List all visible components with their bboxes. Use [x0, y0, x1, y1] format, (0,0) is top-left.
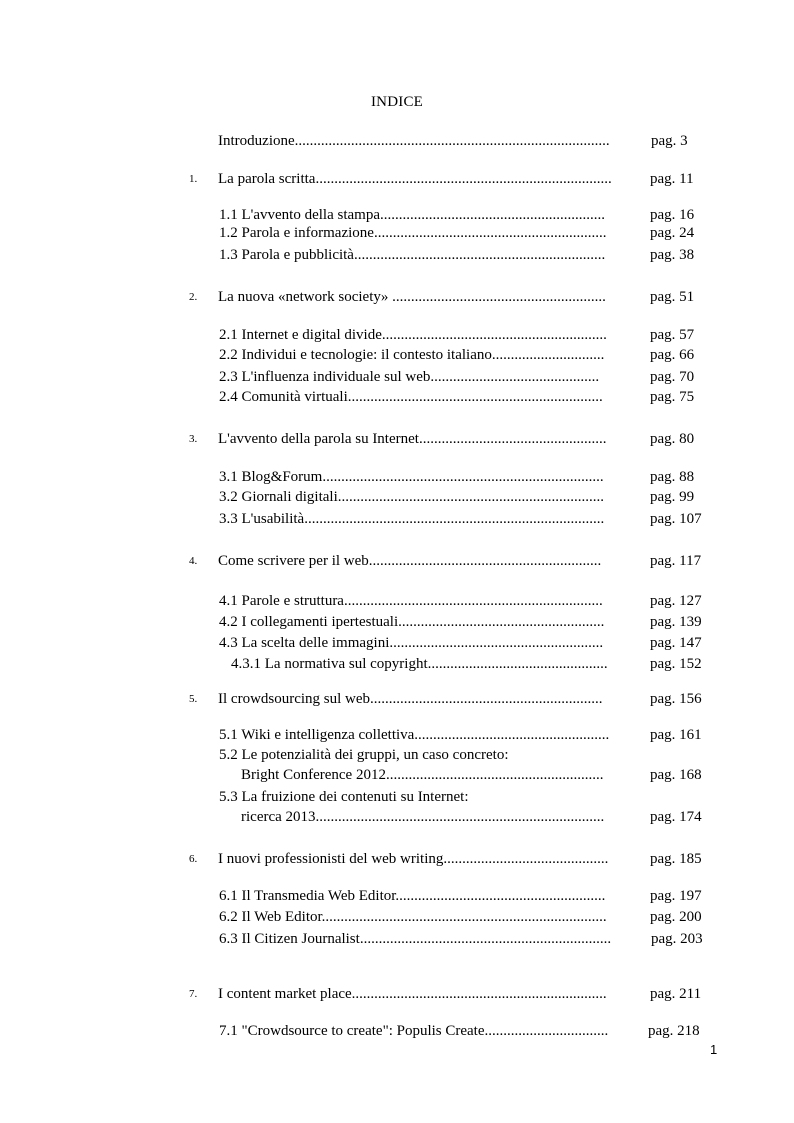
chapter-number: 5.	[189, 693, 198, 705]
toc-entry-page: pag. 88	[650, 469, 695, 485]
toc-entry	[0, 612, 794, 632]
toc-entry-title: L'avvento della parola su Internet..................................................	[218, 431, 607, 447]
toc-entry-page: pag. 117	[650, 553, 702, 569]
toc-entry-title: 5.1 Wiki e intelligenza collettiva....................................................	[219, 727, 610, 743]
chapter-number: 6.	[189, 853, 198, 865]
chapter-number: 1.	[189, 173, 198, 185]
toc-entry-page: pag. 197	[650, 888, 702, 904]
toc-entry	[0, 725, 794, 745]
chapter-number: 2.	[189, 291, 198, 303]
toc-entry-page: pag. 161	[650, 727, 702, 743]
page-number: 1	[710, 1042, 718, 1057]
toc-entry-page: pag. 57	[650, 327, 695, 343]
toc-entry-title: 2.1 Internet e digital divide............................................................	[219, 327, 607, 343]
toc-entry	[0, 487, 794, 507]
toc-entry	[0, 591, 794, 611]
toc-entry-page: pag. 127	[650, 593, 702, 609]
chapter-number: 7.	[189, 988, 198, 1000]
toc-entry-page: pag. 156	[650, 691, 702, 707]
toc-entry	[0, 551, 794, 571]
toc-entry	[0, 169, 794, 189]
toc-entry-title: 5.3 La fruizione dei contenuti su Internet:	[219, 789, 469, 805]
toc-entry-page: pag. 152	[650, 656, 702, 672]
toc-entry-page: pag. 75	[650, 389, 695, 405]
toc-entry-title: ricerca 2013.............................................................................	[241, 809, 605, 825]
toc-entry-page: pag. 203	[651, 931, 703, 947]
toc-entry	[0, 929, 794, 949]
toc-entry-title: 2.2 Individui e tecnologie: il contesto italiano..............................	[219, 347, 605, 363]
toc-entry	[0, 633, 794, 653]
toc-entry-page: pag. 185	[650, 851, 702, 867]
toc-entry-page: pag. 70	[650, 369, 695, 385]
toc-entry-title: La nuova «network society» .........................................................	[218, 289, 606, 305]
toc-entry	[0, 345, 794, 365]
toc-entry-page: pag. 218	[648, 1023, 700, 1039]
toc-entry-title: 1.3 Parola e pubblicità...................................................................	[219, 247, 606, 263]
toc-entry-title: I content market place....................................................................	[218, 986, 607, 1002]
toc-entry-title: Il crowdsourcing sul web..............................................................	[218, 691, 603, 707]
toc-entry	[0, 325, 794, 345]
toc-entry-page: pag. 211	[650, 986, 702, 1002]
toc-entry-page: pag. 11	[650, 171, 694, 187]
toc-entry	[0, 131, 794, 151]
toc-entry-page: pag. 38	[650, 247, 695, 263]
toc-entry-title: 6.3 Il Citizen Journalist...................................................................	[219, 931, 612, 947]
toc-entry	[0, 886, 794, 906]
toc-entry-title: 6.1 Il Transmedia Web Editor........................................................	[219, 888, 606, 904]
toc-entry-title: 3.2 Giornali digitali.......................................................................	[219, 489, 604, 505]
toc-entry	[0, 287, 794, 307]
toc-entry-page: pag. 168	[650, 767, 702, 783]
toc-entry-title: 4.3 La scelta delle immagini.........................................................	[219, 635, 604, 651]
toc-entry	[0, 1021, 794, 1041]
toc-entry-page: pag. 80	[650, 431, 695, 447]
toc-entry-page: pag. 66	[650, 347, 695, 363]
toc-entry	[0, 387, 794, 407]
toc-entry-page: pag. 174	[650, 809, 702, 825]
toc-entry	[0, 849, 794, 869]
chapter-number: 4.	[189, 555, 198, 567]
toc-entry	[0, 689, 794, 709]
page-title: INDICE	[370, 94, 424, 110]
toc-entry-title: 3.1 Blog&Forum...........................................................................	[219, 469, 604, 485]
toc-entry	[0, 807, 794, 827]
toc-entry-page: pag. 147	[650, 635, 702, 651]
toc-entry	[0, 984, 794, 1004]
toc-entry-title: 7.1 "Crowdsource to create": Populis Create.................................	[219, 1023, 609, 1039]
toc-entry-title: Bright Conference 2012..........................................................	[241, 767, 604, 783]
toc-entry-page: pag. 16	[650, 207, 695, 223]
toc-entry-page: pag. 51	[650, 289, 695, 305]
toc-entry-page: pag. 107	[650, 511, 702, 527]
toc-entry-title: 4.3.1 La normativa sul copyright................................................	[231, 656, 608, 672]
toc-entry-page: pag. 24	[650, 225, 695, 241]
toc-entry	[0, 205, 794, 225]
toc-entry	[0, 509, 794, 529]
toc-entry-page: pag. 99	[650, 489, 695, 505]
toc-entry-title: 2.3 L'influenza individuale sul web.............................................	[219, 369, 600, 385]
toc-entry	[0, 223, 794, 243]
toc-entry-page: pag. 200	[650, 909, 702, 925]
toc-entry	[0, 654, 794, 674]
toc-entry-title: 1.1 L'avvento della stampa............................................................	[219, 207, 605, 223]
toc-entry-title: I nuovi professionisti del web writing............................................	[218, 851, 609, 867]
toc-entry	[0, 907, 794, 927]
toc-entry-page: pag. 3	[651, 133, 688, 149]
toc-entry	[0, 765, 794, 785]
toc-entry	[0, 745, 794, 765]
toc-entry-title: 4.1 Parole e struttura.....................................................................	[219, 593, 603, 609]
toc-entry-title: Introduzione....................................................................................	[218, 133, 610, 149]
toc-entry	[0, 467, 794, 487]
toc-entry-title: 2.4 Comunità virtuali....................................................................	[219, 389, 603, 405]
toc-entry-title: 6.2 Il Web Editor............................................................................	[219, 909, 607, 925]
toc-entry	[0, 367, 794, 387]
toc-entry-title: 3.3 L'usabilità................................................................................	[219, 511, 605, 527]
chapter-number: 3.	[189, 433, 198, 445]
toc-entry-title: Come scrivere per il web..............................................................	[218, 553, 602, 569]
toc-entry-title: 5.2 Le potenzialità dei gruppi, un caso concreto:	[219, 747, 509, 763]
toc-entry	[0, 245, 794, 265]
toc-entry-page: pag. 139	[650, 614, 702, 630]
toc-entry-title: 4.2 I collegamenti ipertestuali.......................................................	[219, 614, 605, 630]
toc-entry-title: La parola scritta...............................................................................	[218, 171, 612, 187]
toc-entry	[0, 787, 794, 807]
toc-entry	[0, 429, 794, 449]
toc-entry-title: 1.2 Parola e informazione..............................................................	[219, 225, 607, 241]
